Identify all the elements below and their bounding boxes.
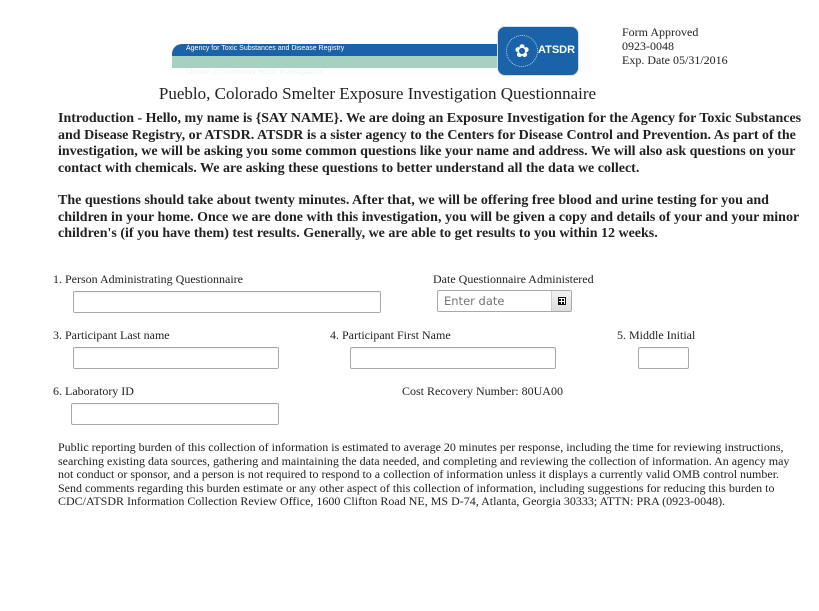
first-name-label: 4. Participant First Name [330, 328, 451, 342]
person-administrating-label: 1. Person Administrating Questionnaire [53, 272, 243, 286]
expiration-date: Exp. Date 05/31/2016 [622, 53, 728, 67]
burden-statement: Public reporting burden of this collection of information is estimated to average 20 minutes per response, including the time for reviewing instructions, searching existing data sources, gathering and maintaining the data needed, and completing and reviewing the collection of information. An agency may not conduct or sponsor, and a person is not required to respond to a collection of information unless it displays a currently valid OMB control number. Send comments regarding this burden estimate or any other aspect of this collection of information, including suggestions for reducing this burden to CDC/ATSDR Information Collection Review Office, 1600 Clifton Road NE, MS D-74, Atlanta, Georgia 30333; ATTN: PRA (0923-0048). [58, 440, 790, 508]
agency-banner [172, 44, 500, 76]
date-picker-button[interactable] [551, 291, 571, 311]
calendar-icon [558, 297, 566, 305]
intro-paragraph-1: Introduction - Hello, my name is {SAY NAME}. We are doing an Exposure Investigation for the Agency for Toxic Substances and Disease Registry, or ATSDR. ATSDR is a sister agency to the Centers for Disease Control and Prevention. As part of the investigation, we will be asking you some common questions like your name and address. We will also ask questions on your contact with chemicals. We are asking these questions to better understand all the data we collect. [58, 111, 802, 176]
omb-number: 0923-0048 [622, 39, 674, 53]
date-administered-input[interactable] [438, 291, 550, 311]
agency-name: Agency for Toxic Substances and Disease Registry [186, 45, 345, 52]
page-title [0, 84, 819, 104]
atsdr-logo [497, 26, 579, 76]
hhs-eagle-icon: ✿ [506, 35, 538, 67]
last-name-input[interactable] [73, 347, 279, 369]
person-administrating-input[interactable] [73, 291, 381, 313]
first-name-input[interactable] [350, 347, 556, 369]
cost-recovery-number: Cost Recovery Number: 80UA00 [402, 384, 563, 398]
form-approved-label: Form Approved [622, 25, 699, 39]
middle-initial-input[interactable] [638, 347, 689, 369]
logo-text: ATSDR [538, 44, 576, 56]
middle-initial-label: 5. Middle Initial [617, 328, 696, 342]
banner-bottom-bar [172, 56, 500, 76]
last-name-label: 3. Participant Last name [53, 328, 170, 342]
date-administered-field[interactable] [437, 290, 572, 312]
intro-paragraph-2: The questions should take about twenty minutes. After that, we will be offering free blood and urine testing for you and children in your home. Once we are done with this investigation, you will be given a copy and details of your and your minor children's (if you have them) test results. Generally, we are able to get results to you within 12 weeks. [58, 193, 799, 241]
page-title-text: Pueblo, Colorado Smelter Exposure Investigation Questionnaire [158, 84, 597, 103]
banner-top-bar [172, 44, 500, 56]
division-name: Division of Community Health Investigations [186, 69, 323, 76]
date-administered-label: Date Questionnaire Administered [433, 272, 594, 286]
laboratory-id-input[interactable] [71, 403, 279, 425]
introduction [58, 111, 806, 259]
form-approval-info [622, 25, 728, 67]
laboratory-id-label: 6. Laboratory ID [53, 384, 134, 398]
